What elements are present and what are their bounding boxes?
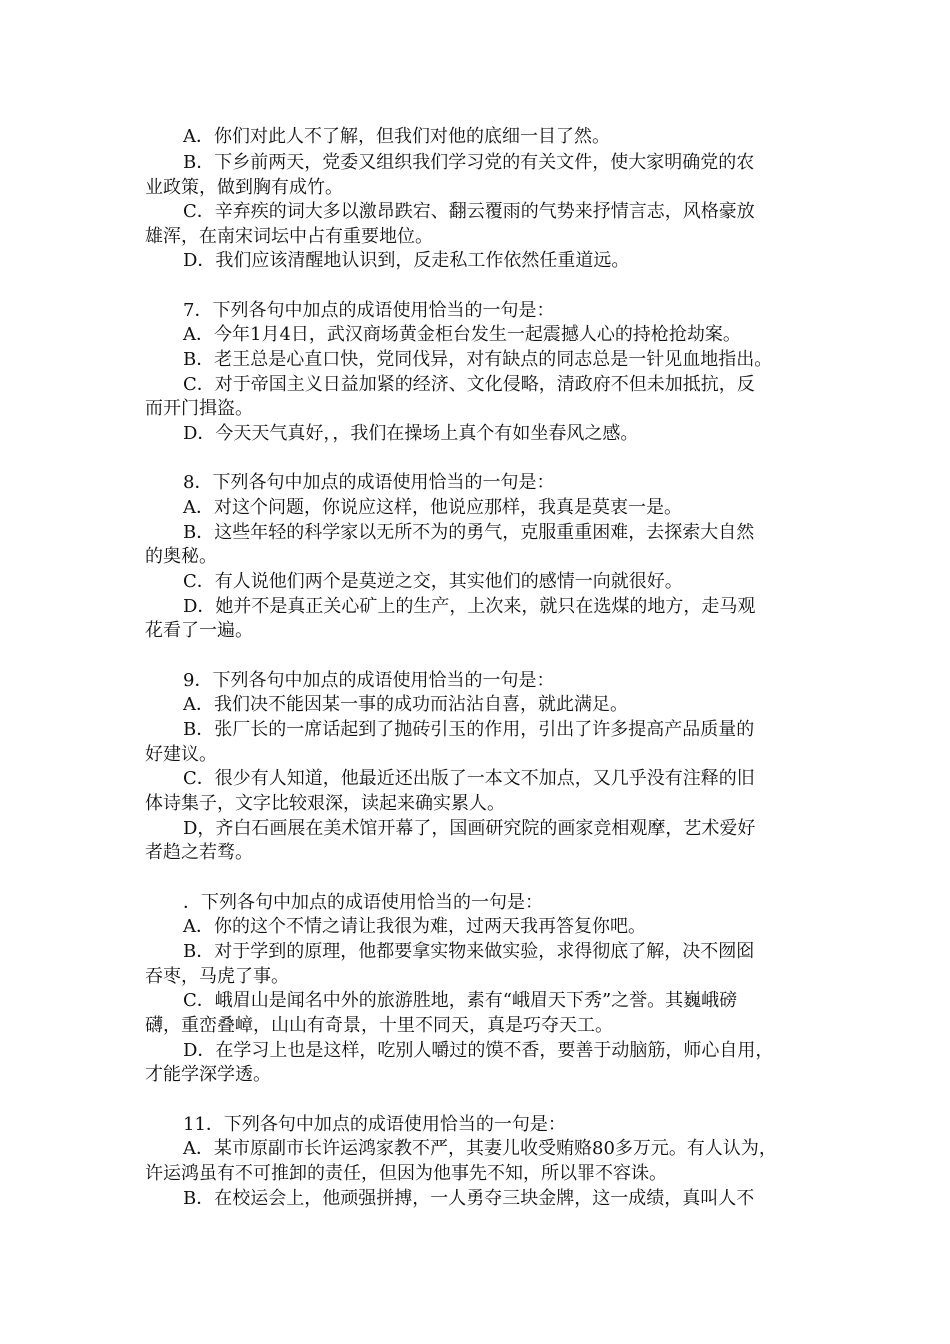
text-line: C．辛弃疾的词大多以激昂跌宕、翻云覆雨的气势来抒情言志，风格豪放 bbox=[183, 201, 755, 222]
text-line: 好建议。 bbox=[145, 744, 217, 765]
text-line: B．下乡前两天，党委又组织我们学习党的有关文件，使大家明确党的农 bbox=[183, 152, 755, 173]
text-line: C．很少有人知道，他最近还出版了一本文不加点，又几乎没有注释的旧 bbox=[183, 768, 755, 789]
text-line: A．对这个问题，你说应这样，他说应那样，我真是莫衷一是。 bbox=[183, 497, 682, 518]
text-line: B．这些年轻的科学家以无所不为的勇气，克服重重困难，去探索大自然 bbox=[183, 522, 755, 543]
text-line: D．她并不是真正关心矿上的生产，上次来，就只在选煤的地方，走马观 bbox=[183, 596, 756, 617]
question-heading: 9．下列各句中加点的成语使用恰当的一句是： bbox=[183, 670, 555, 691]
text-line: C．峨眉山是闻名中外的旅游胜地，素有“峨眉天下秀”之誉。其巍峨磅 bbox=[183, 990, 738, 1011]
text-line: D，齐白石画展在美术馆开幕了，国画研究院的画家竞相观摩，艺术爱好 bbox=[183, 818, 756, 839]
question-heading: 8．下列各句中加点的成语使用恰当的一句是： bbox=[183, 472, 555, 493]
text-line: C．对于帝国主义日益加紧的经济、文化侵略，清政府不但未加抵抗，反 bbox=[183, 374, 755, 395]
text-line: 吞枣，马虎了事。 bbox=[145, 966, 289, 987]
text-line: A．某市原副市长许运鸿家教不严，其妻儿收受贿赂80多万元。有人认为， bbox=[183, 1138, 777, 1159]
text-line: B．张厂长的一席话起到了抛砖引玉的作用，引出了许多提高产品质量的 bbox=[183, 719, 755, 740]
text-line: B．老王总是心直口快，党同伐异，对有缺点的同志总是一针见血地指出。 bbox=[183, 349, 773, 370]
question-heading: ．下列各句中加点的成语使用恰当的一句是： bbox=[183, 892, 543, 913]
text-line: 才能学深学透。 bbox=[145, 1064, 271, 1085]
text-line: B．对于学到的原理，他都要拿实物来做实验，求得彻底了解，决不囫囵 bbox=[183, 941, 755, 962]
text-line: 者趋之若骛。 bbox=[145, 842, 253, 863]
text-line: A．今年1月4日，武汉商场黄金柜台发生一起震撼人心的持枪抢劫案。 bbox=[183, 324, 741, 345]
text-line: 业政策，做到胸有成竹。 bbox=[145, 177, 343, 198]
text-line: D．今天天气真好，，我们在操场上真个有如坐春风之感。 bbox=[183, 423, 639, 444]
text-line: 体诗集子，文字比较艰深，读起来确实累人。 bbox=[145, 793, 505, 814]
text-line: B．在校运会上，他顽强拼搏，一人勇夺三块金牌，这一成绩，真叫人不 bbox=[183, 1188, 755, 1209]
text-line: 礴，重峦叠嶂，山山有奇景，十里不同天，真是巧夺天工。 bbox=[145, 1015, 613, 1036]
text-line: 许运鸿虽有不可推卸的责任，但因为他事先不知，所以罪不容诛。 bbox=[145, 1163, 667, 1184]
question-heading: 7．下列各句中加点的成语使用恰当的一句是： bbox=[183, 300, 555, 321]
text-line: C．有人说他们两个是莫逆之交，其实他们的感情一向就很好。 bbox=[183, 571, 683, 592]
question-heading: 11．下列各句中加点的成语使用恰当的一句是： bbox=[183, 1114, 566, 1135]
text-line: A．你们对此人不了解，但我们对他的底细一目了然。 bbox=[183, 126, 610, 147]
text-line: 花看了一遍。 bbox=[145, 620, 253, 641]
text-line: D．在学习上也是这样，吃别人嚼过的馍不香，要善于动脑筋，师心自用， bbox=[183, 1040, 774, 1061]
text-line: A．你的这个不情之请让我很为难，过两天我再答复你吧。 bbox=[183, 916, 646, 937]
text-line: 雄浑，在南宋词坛中占有重要地位。 bbox=[145, 226, 433, 247]
text-line: D．我们应该清醒地认识到，反走私工作依然任重道远。 bbox=[183, 250, 630, 271]
text-line: A．我们决不能因某一事的成功而沾沾自喜，就此满足。 bbox=[183, 694, 628, 715]
text-line: 而开门揖盗。 bbox=[145, 398, 253, 419]
text-line: 的奥秘。 bbox=[145, 546, 217, 567]
